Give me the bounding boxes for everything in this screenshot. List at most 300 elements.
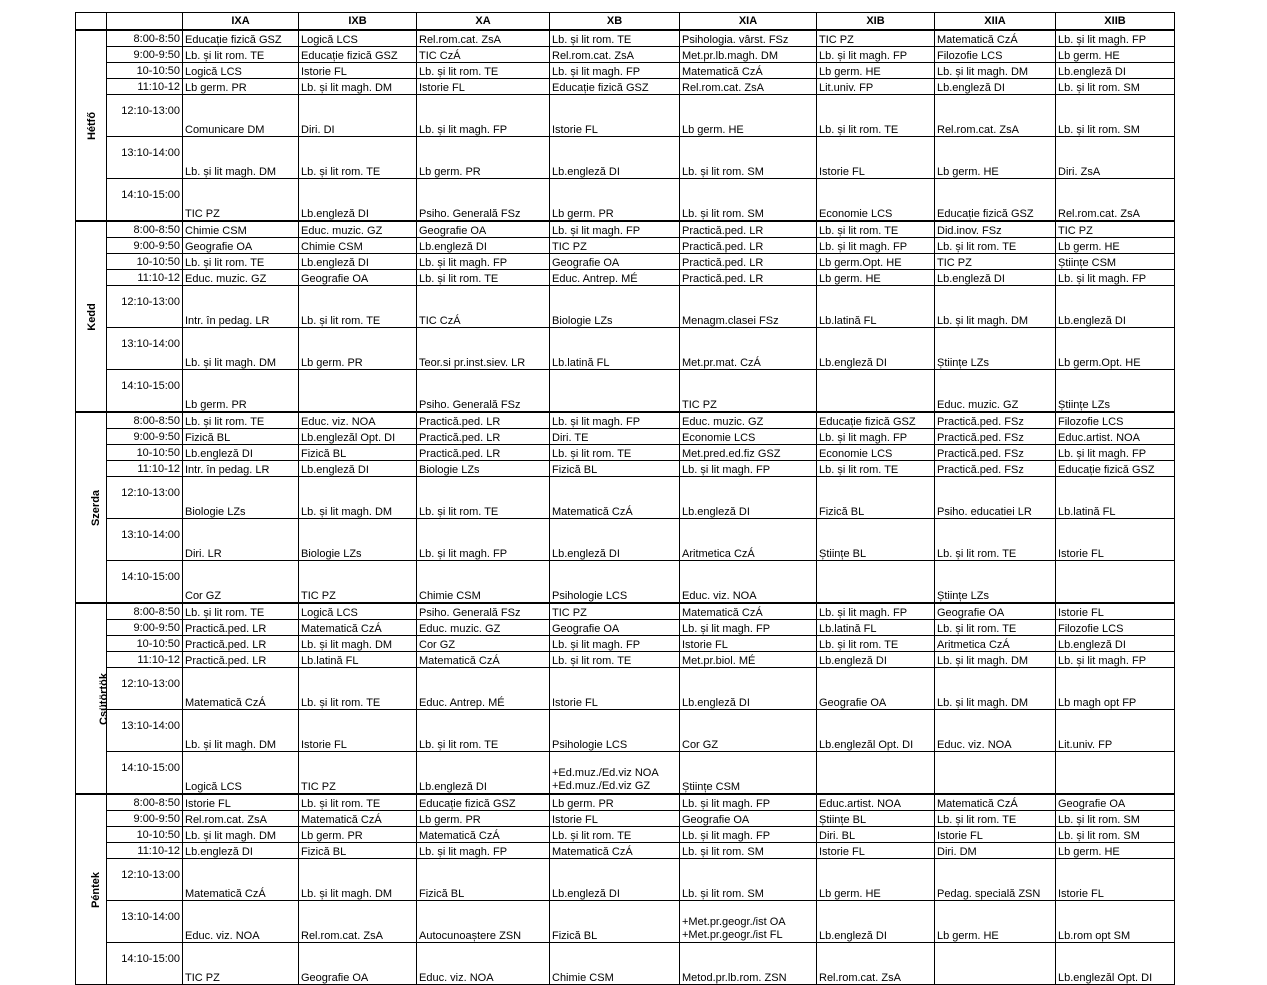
- lesson-cell: Lb. și lit magh. FP: [680, 827, 817, 843]
- lesson-cell: Lb. și lit magh. DM: [183, 827, 299, 843]
- lesson-cell: Rel.rom.cat. ZsA: [299, 901, 417, 943]
- lesson-cell: Lb germ. HE: [680, 95, 817, 137]
- lesson-cell: Lb. și lit rom. SM: [680, 859, 817, 901]
- class-header: IXB: [299, 13, 417, 31]
- lesson-cell: Lb. și lit magh. DM: [299, 859, 417, 901]
- lesson-cell: Lb germ. HE: [935, 137, 1056, 179]
- lesson-cell: TIC PZ: [550, 603, 680, 620]
- time-slot: 8:00-8:50: [107, 30, 183, 47]
- class-header: XB: [550, 13, 680, 31]
- timetable-row: [76, 710, 1175, 752]
- lesson-cell: Lit.univ. FP: [817, 79, 935, 95]
- lesson-cell: Științe CSM: [1056, 254, 1175, 270]
- timetable-row: [76, 943, 1175, 985]
- lesson-cell: Lit.univ. FP: [1056, 710, 1175, 752]
- lesson-cell: Psiho. Generală FSz: [417, 603, 550, 620]
- lesson-cell: Rel.rom.cat. ZsA: [550, 47, 680, 63]
- lesson-cell: Matematică CzÁ: [550, 477, 680, 519]
- lesson-cell: Matematică CzÁ: [183, 668, 299, 710]
- lesson-cell: Matematică CzÁ: [680, 603, 817, 620]
- lesson-cell: Matematică CzÁ: [935, 794, 1056, 811]
- lesson-cell: Lb.engleză DI: [183, 445, 299, 461]
- lesson-cell: Lb. și lit magh. FP: [550, 63, 680, 79]
- lesson-cell: Practică.ped. FSz: [935, 412, 1056, 429]
- lesson-cell: Istorie FL: [550, 95, 680, 137]
- lesson-cell: Matematică CzÁ: [935, 30, 1056, 47]
- lesson-cell: Matematică CzÁ: [299, 620, 417, 636]
- lesson-cell: Practică.ped. LR: [680, 254, 817, 270]
- timetable-row: [76, 477, 1175, 519]
- lesson-cell: Lb.engleză DI: [299, 461, 417, 477]
- time-slot: 14:10-15:00: [107, 943, 183, 985]
- lesson-cell: Lb. și lit rom. TE: [299, 794, 417, 811]
- lesson-cell: Practică.ped. LR: [417, 412, 550, 429]
- time-slot: 13:10-14:00: [107, 519, 183, 561]
- lesson-cell: Met.pred.ed.fiz GSZ: [680, 445, 817, 461]
- time-slot: 8:00-8:50: [107, 794, 183, 811]
- lesson-cell: Științe LZs: [935, 561, 1056, 604]
- lesson-cell: Psiho. Generală FSz: [417, 370, 550, 413]
- lesson-cell: Educ. viz. NOA: [417, 943, 550, 985]
- time-slot: 9:00-9:50: [107, 47, 183, 63]
- lesson-cell: Lb. și lit rom. TE: [817, 461, 935, 477]
- corner-cell: [76, 13, 107, 31]
- lesson-cell: Educ. muzic. GZ: [299, 221, 417, 238]
- lesson-cell: Educ. Antrep. MÉ: [417, 668, 550, 710]
- timetable-row: [76, 412, 1175, 429]
- lesson-cell: Lb germ. PR: [417, 137, 550, 179]
- lesson-cell: Lb germ. PR: [550, 179, 680, 222]
- time-slot: 14:10-15:00: [107, 370, 183, 413]
- lesson-cell: Lb.englezăl Opt. DI: [299, 429, 417, 445]
- lesson-cell: Lb.engleză DI: [1056, 286, 1175, 328]
- lesson-cell: Autocunoaștere ZSN: [417, 901, 550, 943]
- lesson-cell: Fizică BL: [550, 901, 680, 943]
- header-row: [76, 13, 1175, 31]
- timetable-row: [76, 30, 1175, 47]
- lesson-cell: Met.pr.lb.magh. DM: [680, 47, 817, 63]
- lesson-cell: Lb germ. PR: [299, 827, 417, 843]
- lesson-cell: Istorie FL: [550, 811, 680, 827]
- lesson-cell: Educ. muzic. GZ: [417, 620, 550, 636]
- lesson-cell: Chimie CSM: [417, 561, 550, 604]
- lesson-cell: Lb. și lit magh. FP: [1056, 30, 1175, 47]
- day-name: Csütörtök: [97, 672, 110, 725]
- lesson-cell: Științe BL: [817, 811, 935, 827]
- lesson-cell: Lb. și lit magh. FP: [1056, 270, 1175, 286]
- lesson-cell: Lb. și lit magh. DM: [183, 137, 299, 179]
- lesson-cell: Educ. viz. NOA: [680, 561, 817, 604]
- lesson-cell: [935, 752, 1056, 795]
- time-slot: 8:00-8:50: [107, 603, 183, 620]
- lesson-cell: TIC PZ: [299, 561, 417, 604]
- lesson-cell: Lb.latină FL: [817, 286, 935, 328]
- lesson-cell: Educ. viz. NOA: [299, 412, 417, 429]
- lesson-cell: Educ. viz. NOA: [935, 710, 1056, 752]
- timetable-row: [76, 827, 1175, 843]
- lesson-cell: Educație fizică GSZ: [299, 47, 417, 63]
- lesson-cell: Biologie LZs: [183, 477, 299, 519]
- lesson-cell: Lb. și lit rom. SM: [1056, 79, 1175, 95]
- lesson-cell: Filozofie LCS: [1056, 620, 1175, 636]
- lesson-cell: Fizică BL: [299, 445, 417, 461]
- lesson-cell: Educ. muzic. GZ: [935, 370, 1056, 413]
- lesson-cell: Biologie LZs: [417, 461, 550, 477]
- lesson-cell: +Ed.muz./Ed.viz NOA +Ed.muz./Ed.viz GZ: [550, 752, 680, 795]
- lesson-cell: Istorie FL: [417, 79, 550, 95]
- lesson-cell: Rel.rom.cat. ZsA: [935, 95, 1056, 137]
- lesson-cell: Geografie OA: [183, 238, 299, 254]
- lesson-cell: Logică LCS: [183, 63, 299, 79]
- lesson-cell: Biologie LZs: [550, 286, 680, 328]
- lesson-cell: Practică.ped. LR: [183, 636, 299, 652]
- lesson-cell: Lb germ. PR: [183, 79, 299, 95]
- lesson-cell: Lb. și lit rom. TE: [935, 811, 1056, 827]
- lesson-cell: Lb. și lit magh. FP: [417, 519, 550, 561]
- time-slot: 14:10-15:00: [107, 561, 183, 604]
- timetable-row: [76, 47, 1175, 63]
- lesson-cell: Educație fizică GSZ: [935, 179, 1056, 222]
- lesson-cell: Istorie FL: [680, 636, 817, 652]
- lesson-cell: Geografie OA: [550, 254, 680, 270]
- lesson-cell: Lb. și lit magh. FP: [1056, 652, 1175, 668]
- lesson-cell: Geografie OA: [680, 811, 817, 827]
- lesson-cell: Lb.engleză DI: [1056, 636, 1175, 652]
- lesson-cell: Biologie LZs: [299, 519, 417, 561]
- timetable: [75, 12, 1175, 985]
- lesson-cell: Comunicare DM: [183, 95, 299, 137]
- lesson-cell: Științe LZs: [935, 328, 1056, 370]
- lesson-cell: Lb germ. PR: [299, 328, 417, 370]
- timetable-row: [76, 752, 1175, 795]
- lesson-cell: Met.pr.mat. CzÁ: [680, 328, 817, 370]
- timetable-row: [76, 794, 1175, 811]
- lesson-cell: [550, 370, 680, 413]
- lesson-cell: Lb. și lit rom. TE: [183, 47, 299, 63]
- lesson-cell: Filozofie LCS: [935, 47, 1056, 63]
- time-slot: 10-10:50: [107, 827, 183, 843]
- lesson-cell: Lb. și lit rom. TE: [183, 603, 299, 620]
- lesson-cell: Lb germ. HE: [817, 859, 935, 901]
- time-slot: 12:10-13:00: [107, 286, 183, 328]
- lesson-cell: Lb. și lit rom. TE: [299, 286, 417, 328]
- lesson-cell: Educație fizică GSZ: [183, 30, 299, 47]
- lesson-cell: Rel.rom.cat. ZsA: [417, 30, 550, 47]
- lesson-cell: Lb. și lit magh. FP: [550, 636, 680, 652]
- lesson-cell: Lb.engleză DI: [817, 652, 935, 668]
- lesson-cell: Psihologie LCS: [550, 561, 680, 604]
- lesson-cell: Lb germ. HE: [1056, 47, 1175, 63]
- timetable-row: [76, 811, 1175, 827]
- lesson-cell: Lb. și lit magh. FP: [680, 794, 817, 811]
- time-slot: 9:00-9:50: [107, 620, 183, 636]
- lesson-cell: Filozofie LCS: [1056, 412, 1175, 429]
- lesson-cell: Lb. și lit magh. FP: [817, 429, 935, 445]
- timetable-row: [76, 63, 1175, 79]
- lesson-cell: [817, 561, 935, 604]
- timetable-row: [76, 429, 1175, 445]
- lesson-cell: [817, 752, 935, 795]
- lesson-cell: Economie LCS: [680, 429, 817, 445]
- day-name: Hétfő: [86, 111, 99, 140]
- day-label: [76, 412, 107, 603]
- lesson-cell: Did.inov. FSz: [935, 221, 1056, 238]
- time-slot: 12:10-13:00: [107, 477, 183, 519]
- lesson-cell: Lb. și lit rom. TE: [935, 620, 1056, 636]
- lesson-cell: Geografie OA: [299, 270, 417, 286]
- lesson-cell: Lb. și lit magh. FP: [680, 461, 817, 477]
- lesson-cell: Met.pr.biol. MÉ: [680, 652, 817, 668]
- day-name: Szerda: [90, 489, 103, 526]
- class-header: IXA: [183, 13, 299, 31]
- lesson-cell: Lb germ. HE: [1056, 843, 1175, 859]
- lesson-cell: Lb. și lit rom. TE: [817, 636, 935, 652]
- lesson-cell: Practică.ped. FSz: [935, 429, 1056, 445]
- lesson-cell: Fizică BL: [417, 859, 550, 901]
- lesson-cell: Lb.engleză DI: [680, 477, 817, 519]
- lesson-cell: Practică.ped. LR: [680, 270, 817, 286]
- lesson-cell: Geografie OA: [417, 221, 550, 238]
- lesson-cell: Diri. DI: [299, 95, 417, 137]
- lesson-cell: Lb. și lit magh. DM: [935, 63, 1056, 79]
- lesson-cell: Lb. și lit rom. TE: [183, 254, 299, 270]
- lesson-cell: Cor GZ: [417, 636, 550, 652]
- lesson-cell: Lb. și lit magh. FP: [680, 620, 817, 636]
- lesson-cell: Lb. și lit rom. TE: [817, 221, 935, 238]
- timetable-row: [76, 238, 1175, 254]
- lesson-cell: Lb. și lit rom. TE: [935, 519, 1056, 561]
- lesson-cell: Rel.rom.cat. ZsA: [1056, 179, 1175, 222]
- timetable-row: [76, 286, 1175, 328]
- lesson-cell: [1056, 561, 1175, 604]
- lesson-cell: Lb. și lit magh. DM: [299, 477, 417, 519]
- lesson-cell: Lb. și lit rom. TE: [299, 137, 417, 179]
- lesson-cell: Lb.engleză DI: [299, 179, 417, 222]
- lesson-cell: Economie LCS: [817, 445, 935, 461]
- lesson-cell: [817, 370, 935, 413]
- lesson-cell: Lb. și lit rom. TE: [299, 668, 417, 710]
- lesson-cell: Fizică BL: [817, 477, 935, 519]
- lesson-cell: TIC PZ: [817, 30, 935, 47]
- lesson-cell: [935, 943, 1056, 985]
- time-slot: 8:00-8:50: [107, 412, 183, 429]
- lesson-cell: Cor GZ: [680, 710, 817, 752]
- lesson-cell: Practică.ped. LR: [680, 238, 817, 254]
- time-slot: 12:10-13:00: [107, 95, 183, 137]
- lesson-cell: Chimie CSM: [299, 238, 417, 254]
- lesson-cell: Lb. și lit magh. FP: [417, 95, 550, 137]
- time-slot: 10-10:50: [107, 63, 183, 79]
- time-slot: 11:10-12: [107, 270, 183, 286]
- lesson-cell: Lb. și lit rom. TE: [550, 30, 680, 47]
- lesson-cell: Economie LCS: [817, 179, 935, 222]
- lesson-cell: Lb.engleză DI: [817, 901, 935, 943]
- lesson-cell: Educație fizică GSZ: [1056, 461, 1175, 477]
- time-slot: 10-10:50: [107, 636, 183, 652]
- lesson-cell: Educ.artist. NOA: [1056, 429, 1175, 445]
- lesson-cell: Lb. și lit magh. FP: [417, 843, 550, 859]
- lesson-cell: Lb.rom opt SM: [1056, 901, 1175, 943]
- lesson-cell: Pedag. specială ZSN: [935, 859, 1056, 901]
- lesson-cell: Lb. și lit magh. DM: [935, 286, 1056, 328]
- lesson-cell: Practică.ped. LR: [680, 221, 817, 238]
- lesson-cell: Practică.ped. FSz: [935, 445, 1056, 461]
- lesson-cell: Lb.engleză DI: [417, 238, 550, 254]
- lesson-cell: Istorie FL: [183, 794, 299, 811]
- lesson-cell: TIC PZ: [183, 943, 299, 985]
- timetable-row: [76, 79, 1175, 95]
- lesson-cell: Lb germ.Opt. HE: [1056, 328, 1175, 370]
- time-slot: 9:00-9:50: [107, 811, 183, 827]
- day-name: Kedd: [85, 302, 98, 331]
- lesson-cell: Istorie FL: [1056, 603, 1175, 620]
- lesson-cell: Educație fizică GSZ: [417, 794, 550, 811]
- lesson-cell: Lb.latină FL: [1056, 477, 1175, 519]
- timetable-row: [76, 445, 1175, 461]
- lesson-cell: Logică LCS: [299, 30, 417, 47]
- lesson-cell: Lb.engleză DI: [183, 843, 299, 859]
- lesson-cell: Diri. TE: [550, 429, 680, 445]
- lesson-cell: Lb. și lit rom. TE: [550, 445, 680, 461]
- lesson-cell: Matematică CzÁ: [550, 843, 680, 859]
- time-slot: 13:10-14:00: [107, 901, 183, 943]
- lesson-cell: Geografie OA: [299, 943, 417, 985]
- lesson-cell: Lb germ. HE: [935, 901, 1056, 943]
- lesson-cell: Lb.latină FL: [817, 620, 935, 636]
- time-slot: 12:10-13:00: [107, 668, 183, 710]
- lesson-cell: Istorie FL: [817, 843, 935, 859]
- lesson-cell: Educ.artist. NOA: [817, 794, 935, 811]
- lesson-cell: Diri. LR: [183, 519, 299, 561]
- lesson-cell: Lb germ. HE: [817, 270, 935, 286]
- timetable-row: [76, 179, 1175, 222]
- timetable-row: [76, 270, 1175, 286]
- lesson-cell: Lb. și lit magh. FP: [817, 603, 935, 620]
- lesson-cell: Lb.englezăl Opt. DI: [1056, 943, 1175, 985]
- lesson-cell: Fizică BL: [550, 461, 680, 477]
- day-label: [76, 603, 110, 794]
- lesson-cell: Lb. și lit rom. TE: [550, 827, 680, 843]
- lesson-cell: TIC PZ: [550, 238, 680, 254]
- timetable-row: [76, 328, 1175, 370]
- time-slot: 14:10-15:00: [107, 752, 183, 795]
- lesson-cell: Lb. și lit rom. TE: [417, 270, 550, 286]
- timetable-row: [76, 901, 1175, 943]
- time-slot: 9:00-9:50: [107, 429, 183, 445]
- time-header: [107, 13, 183, 31]
- lesson-cell: Istorie FL: [299, 63, 417, 79]
- lesson-cell: Lb. și lit magh. FP: [817, 238, 935, 254]
- lesson-cell: Lb. și lit rom. SM: [1056, 811, 1175, 827]
- time-slot: 11:10-12: [107, 843, 183, 859]
- lesson-cell: Fizică BL: [299, 843, 417, 859]
- lesson-cell: [299, 370, 417, 413]
- lesson-cell: Cor GZ: [183, 561, 299, 604]
- lesson-cell: Lb. și lit magh. DM: [299, 79, 417, 95]
- lesson-cell: Istorie FL: [299, 710, 417, 752]
- lesson-cell: Lb.engleză DI: [550, 859, 680, 901]
- lesson-cell: Lb. și lit magh. FP: [550, 412, 680, 429]
- lesson-cell: TIC CzÁ: [417, 286, 550, 328]
- lesson-cell: Lb. și lit rom. TE: [817, 95, 935, 137]
- lesson-cell: Aritmetica CzÁ: [935, 636, 1056, 652]
- lesson-cell: Lb.engleză DI: [680, 668, 817, 710]
- time-slot: 9:00-9:50: [107, 238, 183, 254]
- lesson-cell: Istorie FL: [1056, 519, 1175, 561]
- lesson-cell: Lb.latină FL: [550, 328, 680, 370]
- lesson-cell: Lb germ. HE: [1056, 238, 1175, 254]
- timetable-row: [76, 652, 1175, 668]
- lesson-cell: Lb.engleză DI: [550, 137, 680, 179]
- lesson-cell: Lb. și lit magh. DM: [183, 710, 299, 752]
- lesson-cell: Lb. și lit magh. DM: [935, 668, 1056, 710]
- lesson-cell: TIC PZ: [183, 179, 299, 222]
- class-header: XA: [417, 13, 550, 31]
- time-slot: 13:10-14:00: [107, 137, 183, 179]
- timetable-row: [76, 561, 1175, 604]
- lesson-cell: Lb. și lit magh. FP: [817, 47, 935, 63]
- timetable-row: [76, 859, 1175, 901]
- lesson-cell: Menagm.clasei FSz: [680, 286, 817, 328]
- lesson-cell: Geografie OA: [817, 668, 935, 710]
- lesson-cell: Lb germ. PR: [417, 811, 550, 827]
- lesson-cell: Psiho. educatiei LR: [935, 477, 1056, 519]
- lesson-cell: Psiho. Generală FSz: [417, 179, 550, 222]
- timetable-row: [76, 221, 1175, 238]
- lesson-cell: [1056, 752, 1175, 795]
- lesson-cell: Lb. și lit magh. DM: [935, 652, 1056, 668]
- time-slot: 10-10:50: [107, 445, 183, 461]
- lesson-cell: Educ. muzic. GZ: [183, 270, 299, 286]
- lesson-cell: Aritmetica CzÁ: [680, 519, 817, 561]
- lesson-cell: Intr. în pedag. LR: [183, 461, 299, 477]
- lesson-cell: Matematică CzÁ: [417, 827, 550, 843]
- lesson-cell: Științe CSM: [680, 752, 817, 795]
- time-slot: 13:10-14:00: [107, 328, 183, 370]
- timetable-row: [76, 843, 1175, 859]
- lesson-cell: Lb germ. PR: [183, 370, 299, 413]
- lesson-cell: Chimie CSM: [183, 221, 299, 238]
- lesson-cell: Științe BL: [817, 519, 935, 561]
- lesson-cell: Lb. și lit rom. SM: [680, 843, 817, 859]
- lesson-cell: Lb. și lit rom. TE: [417, 477, 550, 519]
- lesson-cell: Practică.ped. LR: [417, 429, 550, 445]
- lesson-cell: Educ. muzic. GZ: [680, 412, 817, 429]
- lesson-cell: Matematică CzÁ: [680, 63, 817, 79]
- lesson-cell: Lb.engleză DI: [817, 328, 935, 370]
- lesson-cell: Practică.ped. LR: [417, 445, 550, 461]
- lesson-cell: Teor.si pr.inst.siev. LR: [417, 328, 550, 370]
- timetable-row: [76, 95, 1175, 137]
- lesson-cell: Lb. și lit magh. FP: [417, 254, 550, 270]
- lesson-cell: Rel.rom.cat. ZsA: [817, 943, 935, 985]
- timetable-row: [76, 461, 1175, 477]
- lesson-cell: Istorie FL: [935, 827, 1056, 843]
- lesson-cell: Lb. și lit rom. SM: [1056, 827, 1175, 843]
- lesson-cell: Lb.engleză DI: [299, 254, 417, 270]
- lesson-cell: Metod.pr.lb.rom. ZSN: [680, 943, 817, 985]
- lesson-cell: Rel.rom.cat. ZsA: [680, 79, 817, 95]
- lesson-cell: Matematică CzÁ: [417, 652, 550, 668]
- lesson-cell: Lb.engleză DI: [935, 270, 1056, 286]
- class-header: XIIA: [935, 13, 1056, 31]
- time-slot: 14:10-15:00: [107, 179, 183, 222]
- lesson-cell: Rel.rom.cat. ZsA: [183, 811, 299, 827]
- lesson-cell: TIC PZ: [1056, 221, 1175, 238]
- lesson-cell: Lb. și lit rom. TE: [935, 238, 1056, 254]
- lesson-cell: Matematică CzÁ: [299, 811, 417, 827]
- timetable-row: [76, 519, 1175, 561]
